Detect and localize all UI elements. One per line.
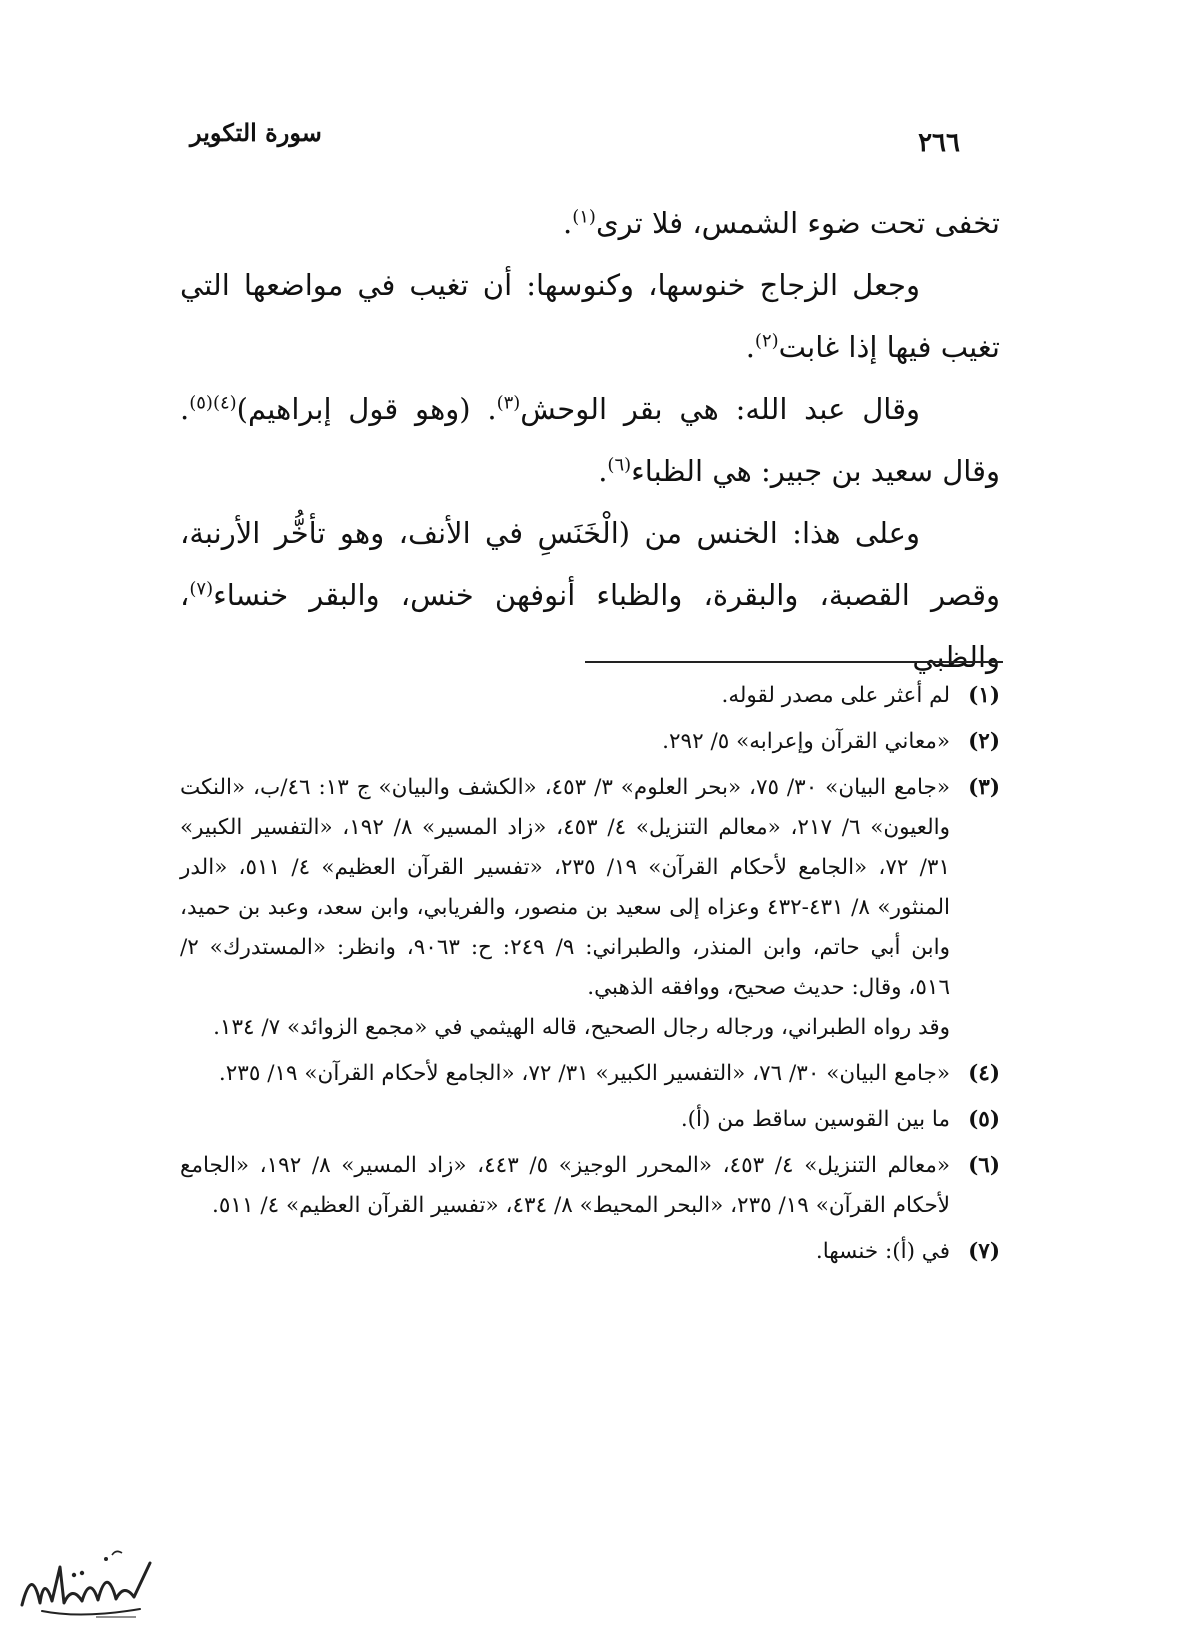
footnote-body <box>180 1054 950 1094</box>
footnote-text: «معالم التنزيل» ٤/ ٤٥٣، «المحرر الوجيز» ٥/ ٤٤٣، «زاد المسير» ٨/ ١٩٢، «الجامع لأحكام القرآن» ١٩/ ٢٣٥، «البحر المحيط» ٨/ ٤٣٤، «تفسير القرآن العظيم» ٤/ ٥١١. <box>180 1153 951 1218</box>
footnote-7 <box>180 1232 1000 1272</box>
footnote-number: (٤) <box>968 1061 1000 1086</box>
footnote-number: (٣) <box>968 775 1000 800</box>
paragraph-2-end: . <box>745 330 755 364</box>
footnote-body <box>180 1146 950 1226</box>
paragraph-3-end: . <box>598 454 608 488</box>
footnote-text: «جامع البيان» ٣٠/ ٧٥، «بحر العلوم» ٣/ ٤٥٣، «الكشف والبيان» ج ١٣: ٤٦/ب، «النكت والعيون» ٦/ ٢١٧، «معالم التنزيل» ٤/ ٤٥٣، «زاد المسير» ٨/ ١٩٢، «التفسير الكبير» ٣١/ ٧٢، «الجامع لأحكام القرآن» ١٩/ ٢٣٥، «تفسير القرآن العظيم» ٤/ ٥١١، «الدر المنثور» ٨/ ٤٣١-٤٣٢ وعزاه إلى سعيد بن منصور، والفريابي، وابن سعد، وعبد بن حميد، وابن أبي حاتم، وابن المنذر، والطبراني: ٩/ ٢٤٩: ح: ٩٠٦٣، وانظر: «المستدرك» ٢/ ٥١٦، وقال: حديث صحيح، ووافقه الذهبي. <box>180 775 951 1000</box>
paragraph-3-part-b: . (وهو قول إبراهيم) <box>236 392 497 426</box>
footnote-body <box>180 1100 950 1140</box>
footnote-body <box>180 676 950 716</box>
footnotes <box>180 676 1000 1278</box>
footnote-number: (٦) <box>968 1153 1000 1178</box>
footnote-ref-4-5: (٤)(٥) <box>189 392 237 414</box>
footnote-body <box>180 1232 950 1272</box>
paragraph-2-text: وجعل الزجاج خنوسها، وكنوسها: أن تغيب في مواضعها التي تغيب فيها إذا غابت <box>180 268 1000 364</box>
footnote-4 <box>180 1054 1000 1094</box>
footnote-text: «جامع البيان» ٣٠/ ٧٦، «التفسير الكبير» ٣١/ ٧٢، «الجامع لأحكام القرآن» ١٩/ ٢٣٥. <box>218 1061 950 1086</box>
paragraph-4-part-a: وعلى هذا: الخنس من (الْخَنَسِ في الأنف، وهو تأخُّر الأرنبة، وقصر القصبة، والبقرة، والظباء أنوفهن خنس، والبقر خنساء <box>180 516 1000 612</box>
footnote-text: في (أ): خنسها. <box>815 1239 950 1264</box>
paragraph-1 <box>180 192 1000 254</box>
main-text <box>180 192 1000 688</box>
paragraph-3-part-c: . وقال سعيد بن جبير: هي الظباء <box>180 392 1000 488</box>
footnote-text: «معاني القرآن وإعرابه» ٥/ ٢٩٢. <box>662 729 950 754</box>
footnote-6 <box>180 1146 1000 1226</box>
footnote-5 <box>180 1100 1000 1140</box>
paragraph-3 <box>180 378 1000 502</box>
footnote-separator <box>585 661 1003 663</box>
footnote-2 <box>180 722 1000 762</box>
footnote-3 <box>180 768 1000 1048</box>
footnote-ref-1: (١) <box>572 206 596 228</box>
footnote-ref-2: (٢) <box>754 330 779 352</box>
page-number: ٢٦٦ <box>918 128 960 158</box>
calligraphy-logo-icon <box>12 1545 162 1625</box>
footnote-body <box>180 768 950 1048</box>
footnote-text: وقد رواه الطبراني، ورجاله رجال الصحيح، قاله الهيثمي في «مجمع الزوائد» ٧/ ١٣٤. <box>213 1015 950 1040</box>
footnote-1 <box>180 676 1000 716</box>
footnote-number: (٢) <box>968 729 1000 754</box>
footnote-text: لم أعثر على مصدر لقوله. <box>721 683 950 708</box>
publisher-logo <box>12 1545 162 1625</box>
paragraph-1-end: . <box>563 206 573 240</box>
paragraph-3-part-a: وقال عبد الله: هي بقر الوحش <box>520 392 920 426</box>
footnote-text: ما بين القوسين ساقط من (أ). <box>680 1107 950 1132</box>
footnote-number: (٧) <box>968 1239 1000 1264</box>
footnote-ref-3: (٣) <box>496 392 521 414</box>
footnote-ref-7: (٧) <box>189 578 214 600</box>
footnote-number: (٥) <box>968 1107 1000 1132</box>
paragraph-1-text: تخفى تحت ضوء الشمس، فلا ترى <box>595 206 1000 240</box>
running-title: سورة التكوير <box>190 118 322 147</box>
page-header <box>190 118 990 168</box>
footnote-body <box>180 722 950 762</box>
footnote-ref-6: (٦) <box>607 454 632 476</box>
paragraph-4-part-b: ، والظبي <box>180 578 1000 674</box>
footnote-number: (١) <box>968 683 1000 708</box>
paragraph-2 <box>180 254 1000 378</box>
